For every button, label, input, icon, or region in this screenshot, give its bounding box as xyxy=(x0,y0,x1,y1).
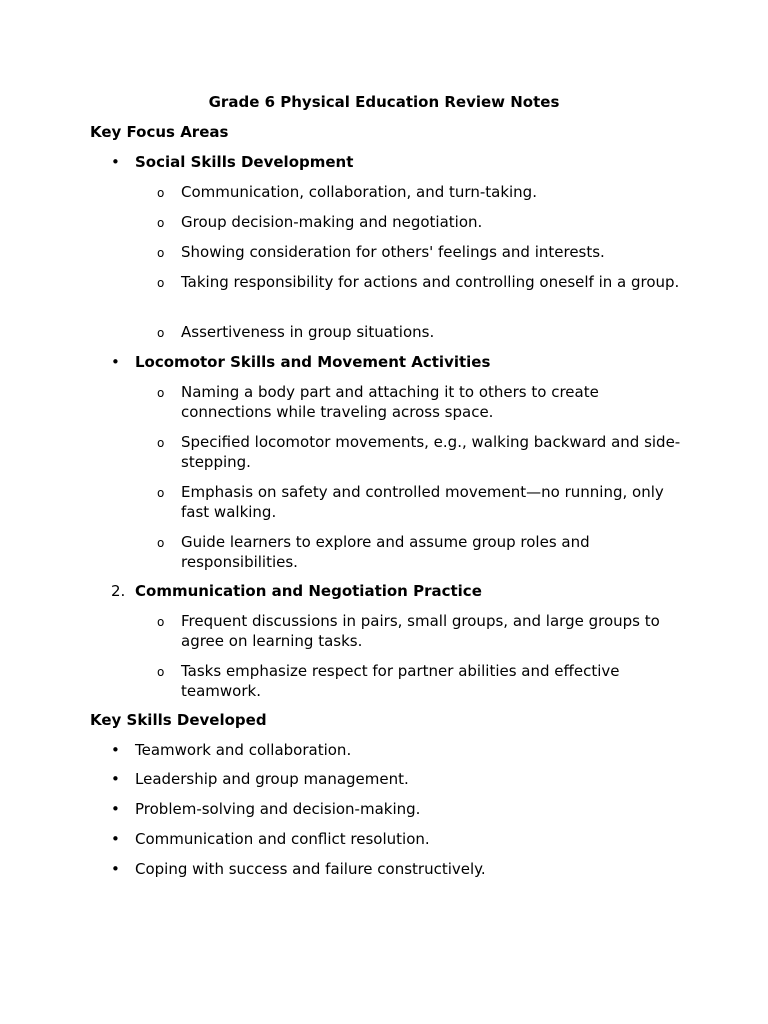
sub-item-text: Assertiveness in group situations. xyxy=(181,323,435,341)
sub-item-text: Taking responsibility for actions and controlling oneself in a group. xyxy=(181,273,680,291)
sub-marker: o xyxy=(157,186,165,200)
sub-marker: o xyxy=(157,436,165,450)
sub-item-text: Frequent discussions in pairs, small groups, and large groups to agree on learning tasks. xyxy=(181,612,660,650)
sub-item-text: Group decision-making and negotiation. xyxy=(181,213,483,231)
sub-marker: o xyxy=(157,486,165,500)
bullet-marker: • xyxy=(111,741,120,759)
sub-item-text: Showing consideration for others' feelings and interests. xyxy=(181,243,605,261)
number-marker: 2. xyxy=(111,582,126,600)
key-focus-heading: Key Focus Areas xyxy=(90,123,229,141)
sub-item-text: Communication, collaboration, and turn-taking. xyxy=(181,183,537,201)
sub-item-text: Tasks emphasize respect for partner abilities and effective teamwork. xyxy=(181,662,620,700)
sub-marker: o xyxy=(157,246,165,260)
skill-text: Problem-solving and decision-making. xyxy=(135,800,421,818)
bullet-marker: • xyxy=(111,800,120,818)
focus-item-label: Locomotor Skills and Movement Activities xyxy=(135,353,491,371)
sub-item-text: Guide learners to explore and assume group roles and responsibilities. xyxy=(181,533,590,571)
key-skills-heading: Key Skills Developed xyxy=(90,711,267,729)
sub-item-text: Emphasis on safety and controlled movement—no running, only fast walking. xyxy=(181,483,664,521)
sub-marker: o xyxy=(157,216,165,230)
skill-text: Coping with success and failure constructively. xyxy=(135,860,486,878)
sub-marker: o xyxy=(157,386,165,400)
skill-text: Leadership and group management. xyxy=(135,770,409,788)
sub-marker: o xyxy=(157,615,165,629)
focus-item-label: Communication and Negotiation Practice xyxy=(135,582,482,600)
sub-marker: o xyxy=(157,536,165,550)
bullet-marker: • xyxy=(111,860,120,878)
skill-text: Communication and conflict resolution. xyxy=(135,830,430,848)
document-title: Grade 6 Physical Education Review Notes xyxy=(208,93,560,111)
bullet-marker: • xyxy=(111,830,120,848)
sub-marker: o xyxy=(157,326,165,340)
sub-marker: o xyxy=(157,665,165,679)
sub-item-text: Naming a body part and attaching it to others to create connections while traveling across space. xyxy=(181,383,599,421)
bullet-marker: • xyxy=(111,770,120,788)
skill-text: Teamwork and collaboration. xyxy=(135,741,352,759)
sub-marker: o xyxy=(157,276,165,290)
bullet-marker: • xyxy=(111,353,120,371)
focus-item-label: Social Skills Development xyxy=(135,153,354,171)
sub-item-text: Specified locomotor movements, e.g., walking backward and side-stepping. xyxy=(181,433,681,471)
bullet-marker: • xyxy=(111,153,120,171)
